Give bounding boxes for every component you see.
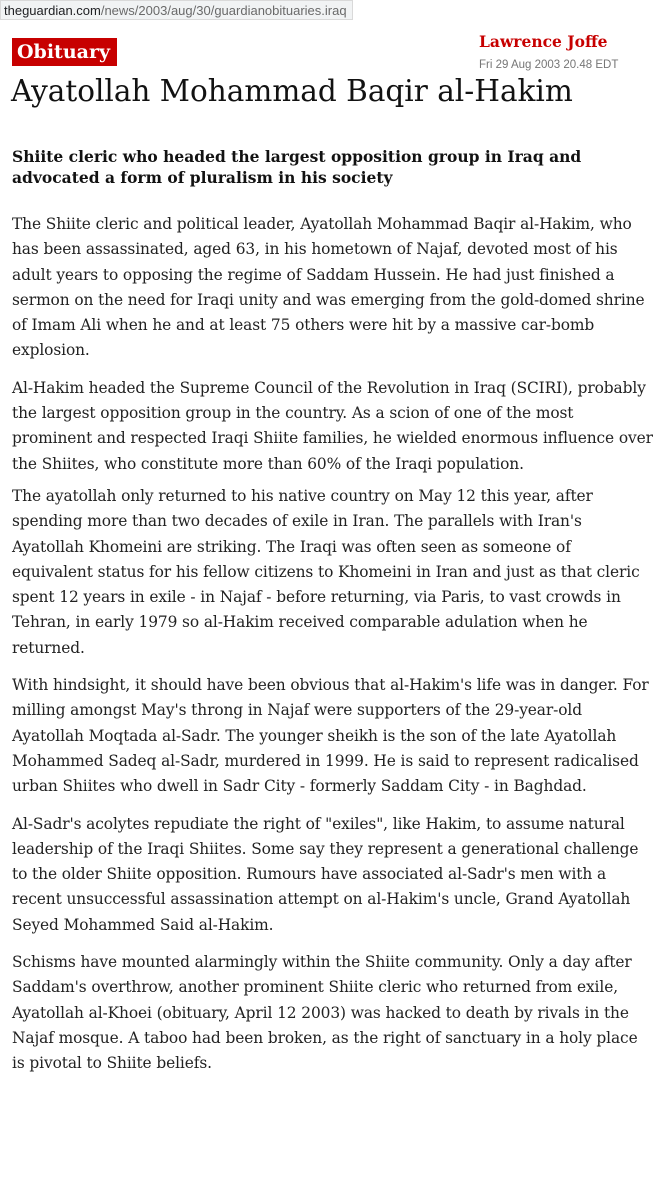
address-bar[interactable] <box>0 0 353 20</box>
publish-date: Fri 29 Aug 2003 20.48 EDT <box>479 59 619 71</box>
article-paragraph: With hindsight, it should have been obvious that al-Hakim's life was in danger. For milling amongst May's throng in Najaf were supporters of the 29-year-old Ayatollah Moqtada al-Sadr. The younger sheikh is the son of the late Ayatollah Mohammed Sadeq al-Sadr, murdered in 1999. He is said to represent radicalised urban Shiites who dwell in Sadr City - formerly Saddam City - in Baghdad. <box>12 676 649 796</box>
article-paragraph: The Shiite cleric and political leader, Ayatollah Mohammad Baqir al-Hakim, who has been assassinated, aged 63, in his hometown of Najaf, devoted most of his adult years to opposing the regime of Saddam Hussein. He had just finished a sermon on the need for Iraqi unity and was emerging from the gold-domed shrine of Imam Ali when he and at least 75 others were hit by a massive car-bomb explosion. <box>12 215 645 360</box>
section-kicker[interactable]: Obituary <box>12 38 117 66</box>
url-host: theguardian.com <box>4 3 101 18</box>
article-paragraph: Al-Hakim headed the Supreme Council of the Revolution in Iraq (SCIRI), probably the largest opposition group in the country. As a scion of one of the most prominent and respected Iraqi Shiite families, he wielded enormous influence over the Shiites, who constitute more than 60% of the Iraqi population. <box>12 378 653 473</box>
article-body <box>12 212 654 1077</box>
standfirst: Shiite cleric who headed the largest opposition group in Iraq and advocated a form of pluralism in his society <box>12 147 582 187</box>
author-byline[interactable]: Lawrence Joffe <box>479 32 608 51</box>
article-paragraph: Al-Sadr's acolytes repudiate the right of "exiles", like Hakim, to assume natural leadership of the Iraqi Shiites. Some say they represent a generational challenge to the older Shiite opposition. Rumours have associated al-Sadr's men with a recent unsuccessful assassination attempt on al-Hakim's uncle, Grand Ayatollah Seyed Mohammed Said al-Hakim. <box>12 814 639 934</box>
article-paragraph: The ayatollah only returned to his native country on May 12 this year, after spending more than two decades of exile in Iran. The parallels with Iran's Ayatollah Khomeini are striking. The Iraqi was often seen as someone of equivalent status for his fellow citizens to Khomeini in Iran and just as that cleric spent 12 years in exile - in Najaf - before returning, via Paris, to vast crowds in Tehran, in early 1979 so al-Hakim received comparable adulation when he returned. <box>12 486 640 657</box>
page-title: Ayatollah Mohammad Baqir al-Hakim <box>11 74 573 108</box>
url-path: /news/2003/aug/30/guardianobituaries.iraq <box>100 3 347 18</box>
article-paragraph: Schisms have mounted alarmingly within the Shiite community. Only a day after Saddam's overthrow, another prominent Shiite cleric who returned from exile, Ayatollah al-Khoei (obituary, April 12 2003) was hacked to death by rivals in the Najaf mosque. A taboo had been broken, as the right of sanctuary in a holy place is pivotal to Shiite beliefs. <box>12 953 638 1073</box>
